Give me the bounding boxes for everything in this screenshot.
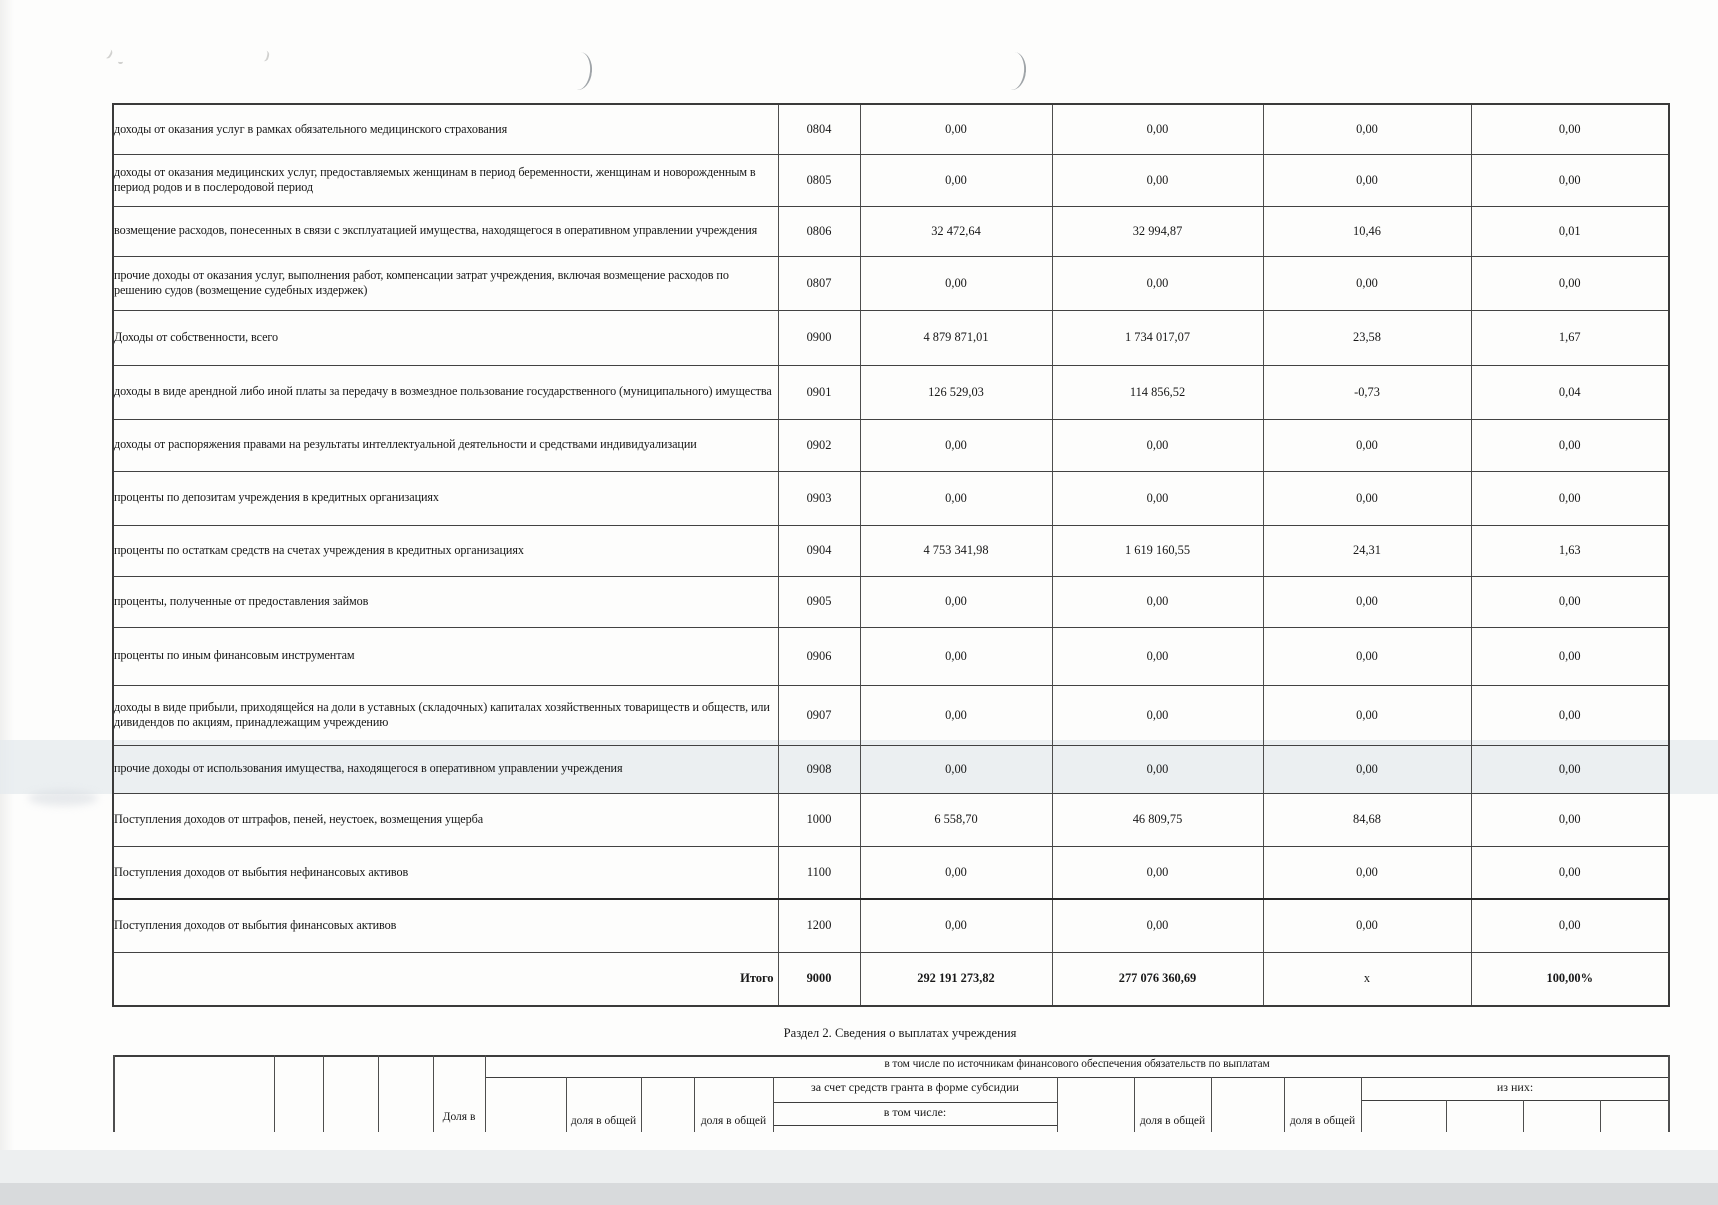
table-border-left [113,1055,115,1132]
row-code: 0906 [778,627,860,685]
row-label: доходы от оказания медицинских услуг, предоставляемых женщинам в период беременности, женщинам и новорожденным в период родов и в послеродовой период [113,154,778,206]
value-percent: 0,00 [1263,685,1471,745]
grid-line [274,1055,275,1132]
table-row [113,365,1669,419]
row-label: проценты по иным финансовым инструментам [113,627,778,685]
row-label: возмещение расходов, понесенных в связи с эксплуатацией имущества, находящегося в оперативном управлении учреждения [113,206,778,256]
section2-title: Раздел 2. Сведения о выплатах учреждения [783,1026,1017,1040]
value-percent: 0,00 [1263,745,1471,793]
row-code: 0805 [778,154,860,206]
value-share: 0,00 [1471,745,1669,793]
page-curl-mark-left [564,51,594,92]
value-approved: 0,00 [860,685,1052,745]
grid-line [323,1055,324,1132]
value-share: 0,00 [1471,899,1669,952]
grid-line [1057,1077,1058,1132]
value-percent: 24,31 [1263,525,1471,576]
value-percent: 0,00 [1263,256,1471,310]
value-percent: 0,00 [1263,576,1471,627]
row-code: 0901 [778,365,860,419]
value-share: 0,00 [1471,256,1669,310]
row-label: проценты по депозитам учреждения в кредитных организациях [113,471,778,525]
row-label: проценты по остаткам средств на счетах учреждения в кредитных организациях [113,525,778,576]
header-of-them: из них: [1496,1080,1534,1094]
grid-line [773,1102,1057,1103]
row-label: доходы от оказания услуг в рамках обязательного медицинского страхования [113,104,778,154]
total-code: 9000 [778,952,860,1006]
header-share-in-total: доля в общей [570,1115,637,1127]
row-code: 0904 [778,525,860,576]
table-row [113,206,1669,256]
value-percent: 0,00 [1263,104,1471,154]
row-code: 0807 [778,256,860,310]
value-executed: 0,00 [1052,899,1263,952]
value-approved: 0,00 [860,745,1052,793]
row-label: Поступления доходов от штрафов, пеней, неустоек, возмещения ущерба [113,793,778,846]
table-row [113,627,1669,685]
value-executed: 46 809,75 [1052,793,1263,846]
value-share: 0,00 [1471,154,1669,206]
value-share: 0,00 [1471,627,1669,685]
value-executed: 0,00 [1052,256,1263,310]
row-label: доходы от распоряжения правами на результаты интеллектуальной деятельности и средствами индивидуализации [113,419,778,471]
value-executed: 0,00 [1052,419,1263,471]
table-row [113,525,1669,576]
header-share-in-total: доля в общей [1289,1115,1356,1127]
value-approved: 4 753 341,98 [860,525,1052,576]
value-approved: 0,00 [860,471,1052,525]
value-percent: 0,00 [1263,846,1471,899]
grid-line [485,1077,1669,1078]
value-executed: 0,00 [1052,471,1263,525]
total-executed: 277 076 360,69 [1052,952,1263,1006]
row-label: доходы в виде прибыли, приходящейся на доли в уставных (складочных) капиталах хозяйственных товариществ и обществ, или дивидендов по акциям, принадлежащим учреждению [113,685,778,745]
value-executed: 32 994,87 [1052,206,1263,256]
value-executed: 0,00 [1052,104,1263,154]
value-executed: 0,00 [1052,154,1263,206]
value-share: 0,01 [1471,206,1669,256]
table-row [113,471,1669,525]
total-label: Итого [113,952,778,1006]
pencil-mark [118,58,123,64]
value-percent: 0,00 [1263,471,1471,525]
row-code: 1000 [778,793,860,846]
header-share-in: Доля в [442,1111,476,1123]
value-percent: 10,46 [1263,206,1471,256]
row-code: 0905 [778,576,860,627]
value-approved: 4 879 871,01 [860,310,1052,365]
header-including: в том числе: [883,1105,947,1119]
row-code: 0908 [778,745,860,793]
row-label: Поступления доходов от выбытия финансовых активов [113,899,778,952]
value-executed: 0,00 [1052,846,1263,899]
total-percent: x [1263,952,1471,1006]
row-label: Поступления доходов от выбытия нефинансовых активов [113,846,778,899]
row-code: 0902 [778,419,860,471]
value-percent: 0,00 [1263,154,1471,206]
table-row [113,793,1669,846]
grid-line [1361,1100,1669,1101]
grid-line [1446,1100,1447,1132]
pencil-mark [100,46,114,60]
value-percent: 0,00 [1263,899,1471,952]
total-row [113,952,1669,1006]
grid-line [378,1055,379,1132]
value-executed: 1 734 017,07 [1052,310,1263,365]
value-percent: 0,00 [1263,419,1471,471]
value-share: 1,63 [1471,525,1669,576]
value-executed: 114 856,52 [1052,365,1263,419]
pencil-mark [257,49,270,62]
value-executed: 0,00 [1052,627,1263,685]
value-approved: 0,00 [860,627,1052,685]
row-label: прочие доходы от оказания услуг, выполнения работ, компенсации затрат учреждения, включая возмещение расходов по решению судов (возмещение судебных издержек) [113,256,778,310]
value-percent: -0,73 [1263,365,1471,419]
value-share: 0,04 [1471,365,1669,419]
value-percent: 84,68 [1263,793,1471,846]
row-code: 0900 [778,310,860,365]
value-share: 0,00 [1471,793,1669,846]
scan-smudge [28,790,98,806]
income-table [112,103,1670,1007]
row-code: 1100 [778,846,860,899]
value-executed: 0,00 [1052,685,1263,745]
table-row [113,899,1669,952]
value-share: 1,67 [1471,310,1669,365]
row-label: Доходы от собственности, всего [113,310,778,365]
scan-edge-shading [0,0,14,1205]
table-row [113,576,1669,627]
grid-line [1523,1100,1524,1132]
row-code: 1200 [778,899,860,952]
scanner-bottom-soft-band [0,1150,1718,1183]
value-approved: 0,00 [860,104,1052,154]
table-row [113,419,1669,471]
table-row [113,685,1669,745]
row-code: 0903 [778,471,860,525]
value-executed: 1 619 160,55 [1052,525,1263,576]
value-share: 0,00 [1471,576,1669,627]
value-approved: 0,00 [860,899,1052,952]
row-label: доходы в виде арендной либо иной платы за передачу в возмездное пользование государственного (муниципального) имущества [113,365,778,419]
value-approved: 0,00 [860,846,1052,899]
value-share: 0,00 [1471,419,1669,471]
grid-line [1600,1100,1601,1132]
header-funding-sources: в том числе по источникам финансового обеспечения обязательств по выплатам [884,1058,1270,1070]
table-row [113,846,1669,899]
value-approved: 0,00 [860,154,1052,206]
payments-table-header [113,1055,1670,1132]
row-code: 0804 [778,104,860,154]
total-approved: 292 191 273,82 [860,952,1052,1006]
table-border-top [113,1055,1670,1057]
page-curl-mark-right [998,51,1028,92]
value-approved: 6 558,70 [860,793,1052,846]
value-share: 0,00 [1471,471,1669,525]
value-percent: 23,58 [1263,310,1471,365]
table-row [113,745,1669,793]
value-percent: 0,00 [1263,627,1471,685]
value-approved: 126 529,03 [860,365,1052,419]
header-share-in-total: доля в общей [700,1115,767,1127]
value-executed: 0,00 [1052,576,1263,627]
row-code: 0907 [778,685,860,745]
value-approved: 0,00 [860,576,1052,627]
scanner-bottom-dark-band [0,1183,1718,1205]
value-approved: 0,00 [860,256,1052,310]
header-share-in-total: доля в общей [1139,1115,1206,1127]
table-row [113,104,1669,154]
value-share: 0,00 [1471,846,1669,899]
value-share: 0,00 [1471,685,1669,745]
table-row [113,310,1669,365]
value-approved: 0,00 [860,419,1052,471]
row-label: прочие доходы от использования имущества, находящегося в оперативном управлении учреждения [113,745,778,793]
value-share: 0,00 [1471,104,1669,154]
grid-line [773,1125,1057,1126]
value-executed: 0,00 [1052,745,1263,793]
row-label: проценты, полученные от предоставления займов [113,576,778,627]
header-grant-subsidy: за счет средств гранта в форме субсидии [811,1080,1019,1094]
table-row [113,154,1669,206]
row-code: 0806 [778,206,860,256]
income-table-body [113,104,1669,1006]
value-approved: 32 472,64 [860,206,1052,256]
table-row [113,256,1669,310]
total-share: 100,00% [1471,952,1669,1006]
